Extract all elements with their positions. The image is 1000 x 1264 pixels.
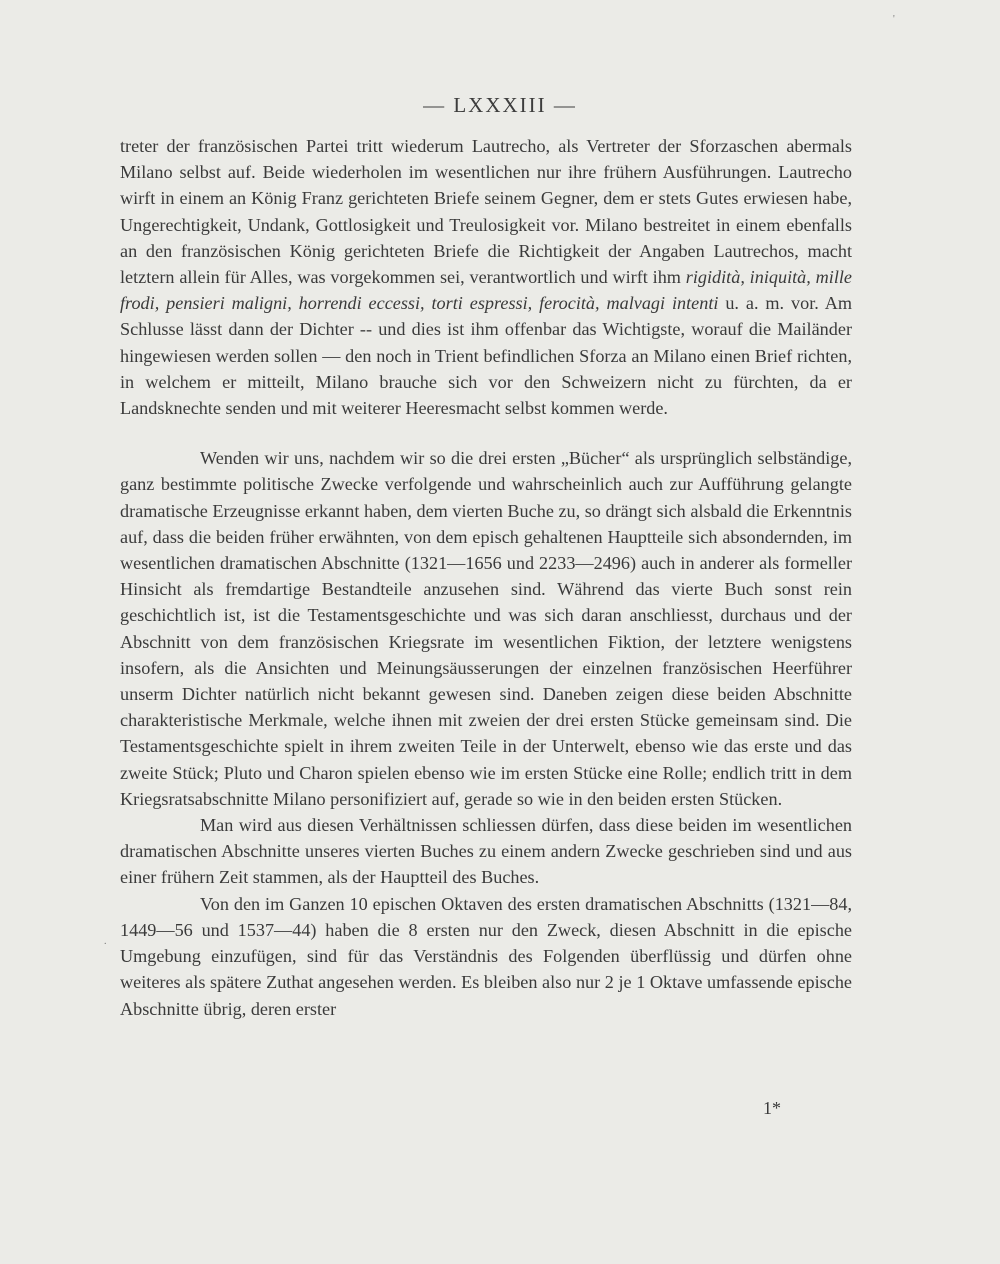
signature-mark: 1* xyxy=(763,1098,781,1118)
paragraph-2: Wenden wir uns, nachdem wir so die drei ersten „Bücher“ als ursprünglich selbständige, ganz bestimmte politische Zwecke verfolgende und wahrscheinlich auch zur Aufführung gelangte dramatische Erzeugnisse erkannt haben, dem vierten Buche zu, so drängt sich alsbald die Erkenntnis auf, dass die beiden früher erwähnten, von dem episch gehaltenen Hauptteile sich absondernden, im wesentlichen dramatischen Abschnitte (1321—1656 und 2233—2496) auch in anderer als formeller Hinsicht als fremdartige Bestandteile anzusehen sind. Während das vierte Buch sonst rein geschichtlich ist, ist die Testamentsgeschichte und was sich daran anschliesst, durchaus und der Abschnitt von dem französischen Kriegsrate im wesentlichen Fiktion, der letztere wenigstens insofern, als die Ansichten und Meinungsäusserungen der einzelnen französischen Heerführer unserm Dichter natürlich nicht bekannt gewesen sind. Daneben zeigen diese beiden Abschnitte charakteristische Merkmale, welche ihnen mit zweien der drei ersten Stücke gemeinsam sind. Die Testamentsgeschichte spielt in ihrem zweiten Teile in der Unterwelt, ebenso wie das erste und das zweite Stück; Pluto und Charon spielen ebenso wie im ersten Stücke eine Rolle; endlich tritt in dem Kriegsratsabschnitte Milano personifiziert auf, gerade so wie in den beiden ersten Stücken. xyxy=(120,448,852,809)
page-number-header: — LXXXIII — xyxy=(423,93,577,117)
paragraph-1 xyxy=(120,133,852,421)
paragraph-1-text-before: treter der französischen Partei tritt wiederum Lautrecho, als Vertreter der Sforzaschen abermals Milano selbst auf. Beide wiederholen im wesentlichen nur ihre frühern Ausführungen. Lautrecho wirft in einem an König Franz gerichteten Briefe seinem Gegner, dem er stets Gutes erwiesen habe, Ungerechtigkeit, Undank, Gottlosigkeit und Treulosigkeit vor. Milano bestreitet in einem ebenfalls an den französischen König gerichteten Briefe die Richtigkeit der Angaben Lautrechos, macht letztern allein für Alles, was vorgekommen sei, verantwortlich und wirft ihm xyxy=(120,136,852,288)
paragraph-1-italic-quote: rigidità, iniquità, mille frodi, pensieri maligni, horrendi eccessi, torti espressi, ferocità, malvagi intenti xyxy=(120,267,852,314)
paragraph-3: Man wird aus diesen Verhältnissen schliessen dürfen, dass diese beiden im wesentlichen dramatischen Abschnitte unseres vierten Buches zu einem andern Zwecke geschrieben sind und aus einer frühern Zeit stammen, als der Hauptteil des Buches. xyxy=(120,815,852,888)
paragraph-4: Von den im Ganzen 10 epischen Oktaven des ersten dramatischen Abschnitts (1321—84, 1449—56 und 1537—44) haben die 8 ersten nur den Zweck, diesen Abschnitt in die epische Umgebung einzufügen, sind für das Verständnis des Folgenden überflüssig und dürfen ohne weiteres als spätere Zuthat angesehen werden. Es bleiben also nur 2 je 1 Oktave umfassende epische Abschnitte übrig, deren erster xyxy=(120,893,852,1019)
scan-speck: . xyxy=(104,936,107,947)
scan-speck: ' xyxy=(893,14,895,25)
body-text xyxy=(120,133,852,1022)
paragraph-1-text-after: u. a. m. vor. Am Schlusse lässt dann der Dichter -- und dies ist ihm offenbar das Wichtigste, worauf die Mailänder hingewiesen werden sollen — den noch in Trient befindlichen Sforza an Milano einen Brief richten, in welchem er mitteilt, Milano brauche sich vor den Schweizern nicht zu fürchten, da er Landsknechte senden und mit weiterer Heeresmacht selbst kommen werde. xyxy=(120,293,852,419)
